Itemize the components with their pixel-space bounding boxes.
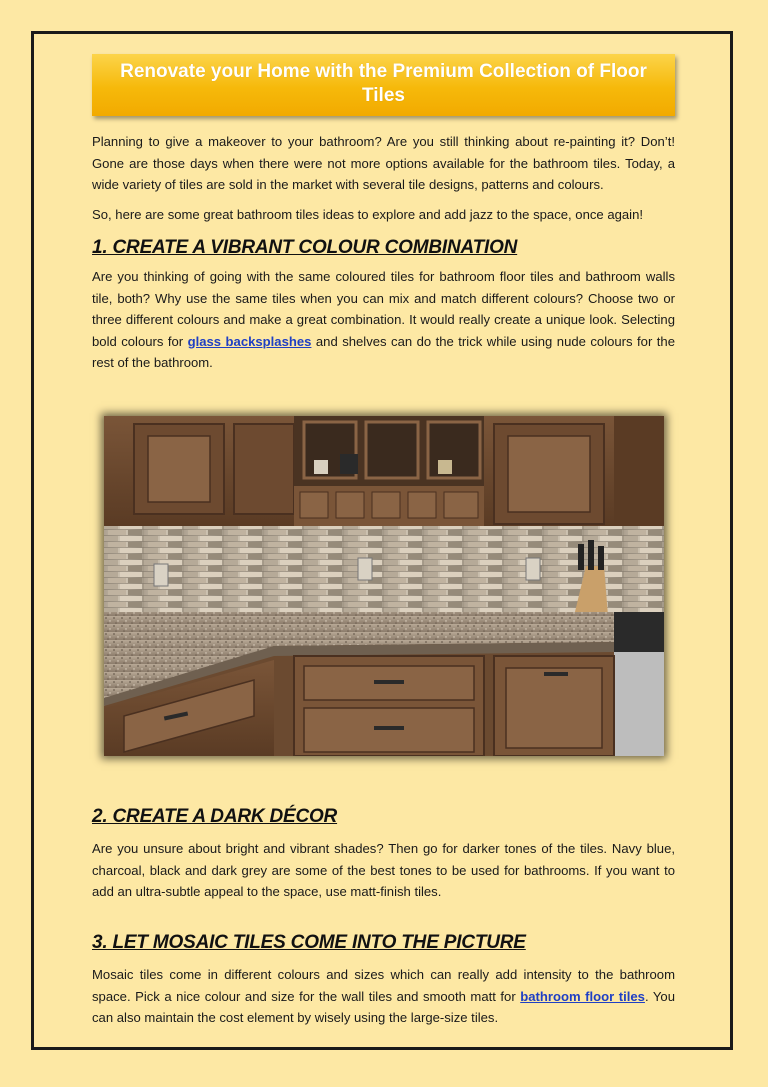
section-2 — [92, 806, 675, 903]
section-2-heading: 2. CREATE A DARK DÉCOR — [92, 806, 338, 827]
section-1-paragraph — [92, 266, 675, 374]
intro-paragraph-1: Planning to give a makeover to your bathroom? Are you still thinking about re-painting it? Don’t! Gone are those days when there were not more options available for the bathroom tiles. Today, a wide variety of tiles are sold in the market with several tile designs, patterns and colours. — [92, 134, 675, 192]
title-banner — [92, 54, 675, 116]
section-1-heading: 1. CREATE A VIBRANT COLOUR COMBINATION — [92, 237, 518, 258]
glass-backsplashes-link[interactable]: glass backsplashes — [187, 333, 312, 349]
document-body — [92, 54, 675, 374]
section-3-heading: 3. LET MOSAIC TILES COME INTO THE PICTURE — [92, 932, 526, 953]
section-3-text-after: . You can also maintain the cost element by wisely using the large-size tiles. — [92, 988, 675, 1025]
section-2-paragraph: Are you unsure about bright and vibrant shades? Then go for darker tones of the tiles. Navy blue, charcoal, black and dark grey are some of the best tones to be used for bathrooms. If you want to add an ultra-subtle appeal to the space, use matt-finish tiles. — [92, 841, 675, 899]
section-1-text-before: Are you thinking of going with the same coloured tiles for bathroom floor tiles and bathroom walls tile, both? Why use the same tiles when you can mix and match different colours? Choose two or three different colours and make a great combination. It would really create a unique look. Selecting bold colours for — [92, 269, 675, 349]
page-title: Renovate your Home with the Premium Collection of Floor Tiles — [120, 61, 647, 106]
section-3 — [92, 932, 675, 1029]
intro-paragraph-2: So, here are some great bathroom tiles ideas to explore and add jazz to the space, once again! — [92, 206, 644, 222]
section-3-text-before: Mosaic tiles come in different colours and sizes which can really add intensity to the bathroom space. Pick a nice colour and size for the wall tiles and smooth matt for — [92, 967, 675, 1004]
bathroom-floor-tiles-link[interactable]: bathroom floor tiles — [520, 988, 645, 1004]
kitchen-backsplash-photo — [104, 416, 664, 756]
section-1-text-after: and shelves can do the trick while using nude colours for the rest of the bathroom. — [92, 333, 675, 370]
section-3-paragraph — [92, 964, 675, 1029]
